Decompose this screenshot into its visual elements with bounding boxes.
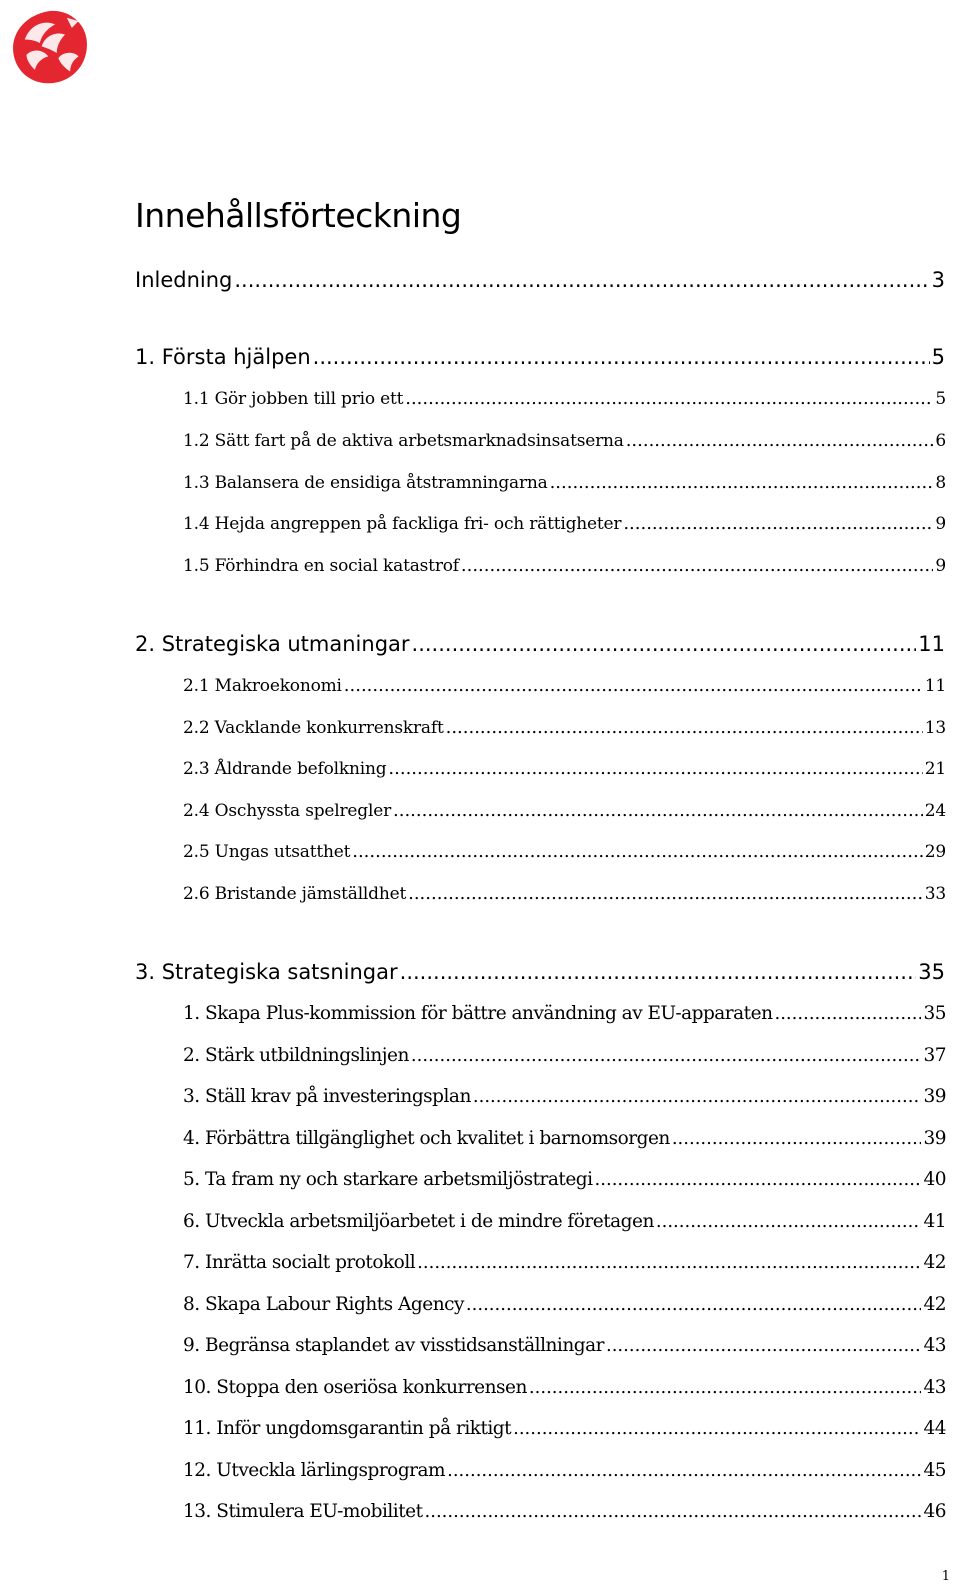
toc-entry[interactable]: [183, 1288, 946, 1322]
toc-title: Innehållsförteckning: [135, 196, 462, 235]
toc-leader-dots: [623, 507, 933, 541]
toc-leader-dots: [672, 1122, 922, 1156]
toc-leader-dots: [405, 382, 933, 416]
toc-entry[interactable]: [183, 466, 946, 500]
toc-entry-page: 6: [935, 431, 946, 451]
toc-entry-page: 9: [935, 514, 946, 534]
toc-entry-label: 1.3 Balansera de ensidiga åtstramningarna: [183, 473, 548, 493]
toc-leader-dots: [656, 1205, 922, 1239]
toc-leader-dots: [388, 752, 922, 786]
toc-entry-page: 37: [923, 1045, 946, 1066]
toc-leader-dots: [234, 263, 929, 297]
toc-entry-label: 7. Inrätta socialt protokoll: [183, 1252, 416, 1273]
toc-entry-label: 6. Utveckla arbetsmiljöarbetet i de mindre företagen: [183, 1211, 654, 1232]
page-number: 1: [941, 1569, 950, 1584]
toc-entry[interactable]: [183, 1495, 946, 1529]
toc-entry-page: 41: [923, 1211, 946, 1232]
toc-entry-page: 29: [924, 842, 946, 862]
toc-entry-page: 39: [923, 1128, 946, 1149]
toc-leader-dots: [408, 877, 923, 911]
toc-entry[interactable]: [183, 1371, 946, 1405]
toc-leader-dots: [473, 1080, 922, 1114]
toc-entry-label: 5. Ta fram ny och starkare arbetsmiljöstrategi: [183, 1169, 593, 1190]
toc-entry-label: 2.4 Oschyssta spelregler: [183, 801, 391, 821]
toc-entry-page: 24: [924, 801, 946, 821]
toc-entry-page: 44: [923, 1418, 946, 1439]
toc-entry-label: 1. Första hjälpen: [135, 345, 311, 369]
toc-leader-dots: [626, 424, 934, 458]
toc-entry-label: 11. Inför ungdomsgarantin på riktigt: [183, 1418, 512, 1439]
toc-entry[interactable]: [183, 669, 946, 703]
toc-entry[interactable]: [135, 263, 945, 297]
toc-entry[interactable]: [183, 1205, 946, 1239]
toc-leader-dots: [400, 955, 917, 989]
toc-entry-label: 2.5 Ungas utsatthet: [183, 842, 351, 862]
toc-entry-label: 1.5 Förhindra en social katastrof: [183, 556, 459, 576]
toc-entry-label: 1. Skapa Plus-kommission för bättre användning av EU-apparaten: [183, 1003, 773, 1024]
toc-entry-label: 12. Utveckla lärlingsprogram: [183, 1460, 446, 1481]
toc-leader-dots: [344, 669, 923, 703]
toc-leader-dots: [550, 466, 934, 500]
toc-entry[interactable]: [183, 877, 946, 911]
toc-entry-page: 9: [935, 556, 946, 576]
toc-entry-page: 8: [935, 473, 946, 493]
toc-entry-page: 45: [923, 1460, 946, 1481]
toc-entry-label: 1.2 Sätt fart på de aktiva arbetsmarknadsinsatserna: [183, 431, 624, 451]
toc-entry-page: 35: [923, 1003, 946, 1024]
toc-entry-label: 2.6 Bristande jämställdhet: [183, 884, 407, 904]
toc-entry-label: 2.3 Åldrande befolkning: [183, 759, 387, 779]
toc-leader-dots: [417, 1246, 921, 1280]
toc-entry-page: 43: [923, 1335, 946, 1356]
toc-entry[interactable]: [135, 955, 945, 989]
toc-entry-label: 2.2 Vacklande konkurrenskraft: [183, 718, 444, 738]
toc-leader-dots: [595, 1163, 922, 1197]
toc-entry-label: 1.4 Hejda angreppen på fackliga fri- och rättigheter: [183, 514, 622, 534]
toc-entry-page: 40: [923, 1169, 946, 1190]
toc-entry[interactable]: [183, 1039, 946, 1073]
toc-entry-label: 13. Stimulera EU-mobilitet: [183, 1501, 423, 1522]
toc-entry-page: 39: [923, 1086, 946, 1107]
toc-entry[interactable]: [183, 1122, 946, 1156]
toc-entry[interactable]: [183, 711, 946, 745]
toc-entry-page: 42: [923, 1252, 946, 1273]
toc-entry-page: 21: [924, 759, 946, 779]
toc-entry[interactable]: [183, 1454, 946, 1488]
toc-entry-page: 11: [924, 676, 946, 696]
toc-entry-page: 33: [924, 884, 946, 904]
toc-leader-dots: [513, 1412, 921, 1446]
toc-entry-label: 3. Ställ krav på investeringsplan: [183, 1086, 471, 1107]
toc-entry[interactable]: [183, 1246, 946, 1280]
toc-entry[interactable]: [183, 1080, 946, 1114]
toc-entry[interactable]: [183, 424, 946, 458]
toc-entry[interactable]: [183, 835, 946, 869]
toc-entry-label: 2. Stärk utbildningslinjen: [183, 1045, 409, 1066]
toc-leader-dots: [606, 1329, 921, 1363]
toc-leader-dots: [352, 835, 923, 869]
toc-entry-page: 5: [931, 345, 945, 369]
toc-leader-dots: [411, 1039, 922, 1073]
toc-entry-label: 3. Strategiska satsningar: [135, 960, 398, 984]
toc-entry[interactable]: [183, 507, 946, 541]
toc-entry[interactable]: [183, 1163, 946, 1197]
toc-leader-dots: [774, 997, 921, 1031]
toc-entry-page: 42: [923, 1294, 946, 1315]
toc-entry[interactable]: [183, 382, 946, 416]
toc-entry-page: 43: [923, 1377, 946, 1398]
toc-entry[interactable]: [183, 549, 946, 583]
toc-leader-dots: [446, 711, 923, 745]
toc-entry-label: 8. Skapa Labour Rights Agency: [183, 1294, 464, 1315]
toc-leader-dots: [393, 794, 923, 828]
toc-entry[interactable]: [135, 627, 945, 661]
toc-leader-dots: [529, 1371, 922, 1405]
toc-entry-label: 10. Stoppa den oseriösa konkurrensen: [183, 1377, 527, 1398]
toc-entry-page: 11: [918, 632, 945, 656]
toc-entry-label: Inledning: [135, 268, 233, 292]
toc-entry[interactable]: [183, 1412, 946, 1446]
toc-entry-page: 13: [924, 718, 946, 738]
toc-entry[interactable]: [183, 794, 946, 828]
toc-entry-label: 2.1 Makroekonomi: [183, 676, 342, 696]
toc-leader-dots: [412, 627, 917, 661]
toc-entry-page: 3: [931, 268, 945, 292]
toc-leader-dots: [466, 1288, 922, 1322]
toc-entry-page: 5: [935, 389, 946, 409]
toc-leader-dots: [425, 1495, 922, 1529]
toc-entry-label: 4. Förbättra tillgänglighet och kvalitet i barnomsorgen: [183, 1128, 670, 1149]
toc-entry[interactable]: [183, 1329, 946, 1363]
toc-entry[interactable]: [135, 340, 945, 374]
toc-entry-label: 2. Strategiska utmaningar: [135, 632, 410, 656]
toc-entry-label: 1.1 Gör jobben till prio ett: [183, 389, 404, 409]
toc-entry[interactable]: [183, 997, 946, 1031]
toc-entry-label: 9. Begränsa staplandet av visstidsanställningar: [183, 1335, 604, 1356]
toc-entry-page: 35: [918, 960, 945, 984]
toc-entry-page: 46: [923, 1501, 946, 1522]
toc-leader-dots: [461, 549, 934, 583]
rose-logo-icon: [8, 6, 92, 90]
toc-entry[interactable]: [183, 752, 946, 786]
toc-leader-dots: [313, 340, 930, 374]
toc-leader-dots: [447, 1454, 921, 1488]
